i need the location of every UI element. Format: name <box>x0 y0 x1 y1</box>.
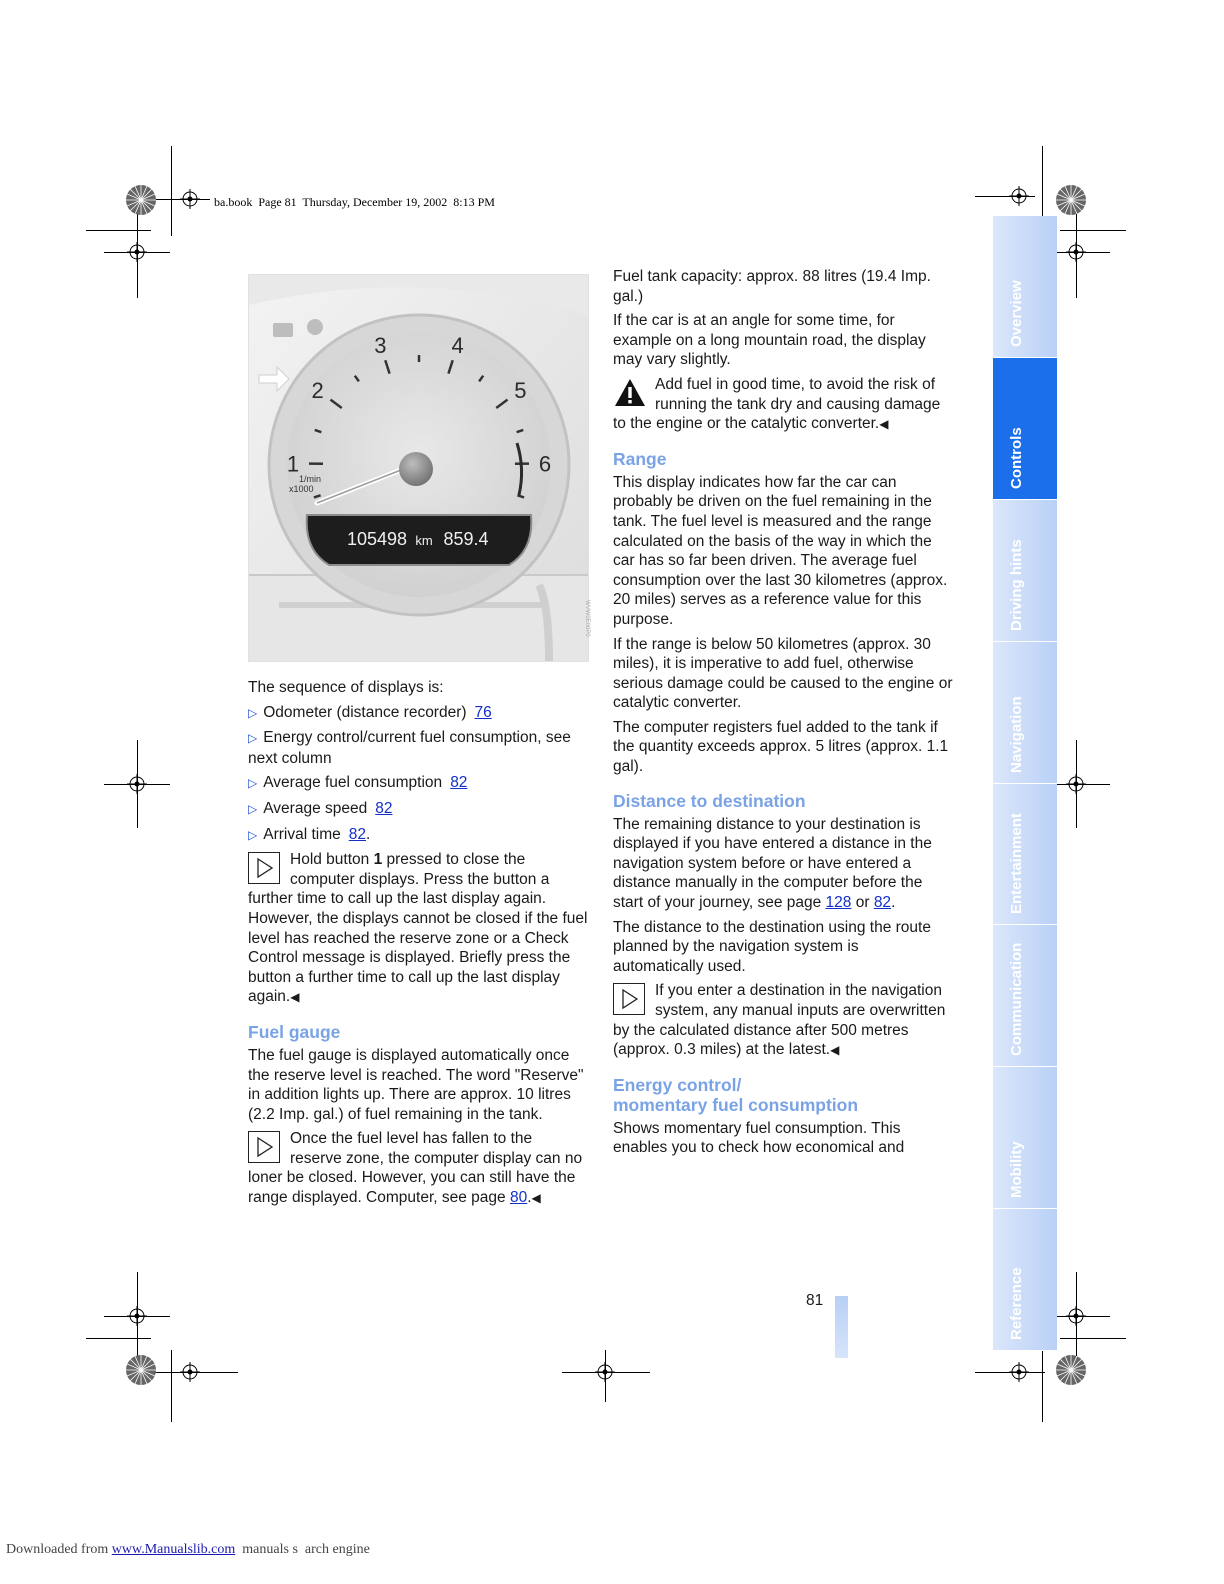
page-link-82[interactable]: 82 <box>873 894 892 912</box>
tab-driving-hints[interactable]: Driving hints <box>993 500 1057 642</box>
tab-communication[interactable]: Communication <box>993 925 1057 1067</box>
warning-triangle-icon <box>613 377 645 409</box>
page-link[interactable]: 76 <box>474 703 492 721</box>
end-mark-icon: ◀ <box>290 990 300 1005</box>
tach-unit-top: 1/min <box>299 474 322 484</box>
tab-controls[interactable]: Controls <box>993 358 1057 500</box>
registration-mark-icon <box>180 189 200 209</box>
print-header: ba.book Page 81 Thursday, December 19, 2002 8:13 PM <box>214 195 495 209</box>
range-paragraph-3: The computer registers fuel added to the tank if the quantity exceeds approx. 5 litres (approx. 1.1 gal). <box>613 718 949 776</box>
color-bar-starburst-icon <box>125 1354 157 1386</box>
instrument-cluster-figure <box>248 274 589 662</box>
tach-numeral: 4 <box>451 333 464 359</box>
figure-code: WVW0E00P0 <box>584 600 590 637</box>
tab-reference[interactable]: Reference <box>993 1209 1057 1351</box>
end-mark-icon: ◀ <box>531 1191 541 1206</box>
tach-numeral: 2 <box>311 378 324 404</box>
page-link[interactable]: 82 <box>450 774 468 792</box>
tab-overview[interactable]: Overview <box>993 216 1057 358</box>
range-paragraph-1: This display indicates how far the car can probably be driven on the fuel remaining in the tank. The fuel level is measured and the range calculated on the basis of the way in which the car has so far been driven. The average fuel consumption over the last 30 kilometres (approx. 20 miles) serves as a reference value for this purpose. <box>613 473 948 628</box>
list-item: ▷ Average speed 82 <box>248 799 588 820</box>
angle-note: If the car is at an angle for some time, for example on a long mountain road, the display may vary slightly. <box>613 312 926 369</box>
chapter-tabs <box>993 216 1057 1351</box>
page-number-bar <box>835 1296 848 1358</box>
list-bullet-icon: ▷ <box>248 705 258 720</box>
fuel-tank-capacity: Fuel tank capacity: approx. 88 litres (19.4 Imp. gal.) <box>613 268 931 305</box>
tachometer-illustration <box>249 275 588 661</box>
list-item: ▷ Average fuel consumption 82 <box>248 773 588 794</box>
list-bullet-icon: ▷ <box>248 776 258 791</box>
color-bar-starburst-icon <box>125 184 157 216</box>
destination-paragraph-2: The distance to the destination using the route planned by the navigation system is automatically used. <box>613 918 931 975</box>
note-close-display: Hold button 1 pressed to close the computer displays. Press the button a further time to call up the last display again. However, the displays cannot be closed if the fuel level has reached the reserve zone or a Check Control message is displayed. Briefly press the button a further time to call up the last display again.◀ <box>248 851 588 1006</box>
list-bullet-icon: ▷ <box>248 731 258 746</box>
trip-value: 859.4 <box>443 529 489 549</box>
registration-mark-icon <box>1066 1306 1086 1326</box>
page-link[interactable]: 82 <box>348 825 366 843</box>
tach-numeral: 3 <box>374 333 387 359</box>
range-paragraph-2: If the range is below 50 kilometres (approx. 30 miles), it is imperative to add fuel, otherwise serious damage could be caused to the engine or catalytic converter. <box>613 635 953 712</box>
list-item: ▷ Odometer (distance recorder) 76 <box>248 703 588 724</box>
fuel-gauge-text: The fuel gauge is displayed automatically once the reserve level is reached. The word "Reserve" in addition lights up. There are approx. 10 litres (2.2 Imp. gal.) of fuel remaining in the tank. <box>248 1046 584 1123</box>
list-item: ▷ Energy control/current fuel consumption, see next column <box>248 729 571 767</box>
heading-fuel-gauge: Fuel gauge <box>248 1021 341 1042</box>
registration-mark-icon <box>1009 1362 1029 1382</box>
page-link-80[interactable]: 80 <box>509 1189 528 1207</box>
display-sequence-list <box>248 703 588 846</box>
note-arrow-icon <box>613 983 645 1015</box>
registration-mark-icon <box>127 774 147 794</box>
sequence-intro: The sequence of displays is: <box>248 679 444 696</box>
heading-energy-control: Energy control/ momentary fuel consumption <box>613 1074 859 1115</box>
color-bar-starburst-icon <box>1055 1354 1087 1386</box>
tach-numeral: 5 <box>514 378 527 404</box>
download-footer: Downloaded from www.Manualslib.com manuals s arch engine <box>6 1542 370 1557</box>
page-number: 81 <box>806 1292 824 1309</box>
note-arrow-icon <box>248 1131 280 1163</box>
note-arrow-icon <box>248 852 280 884</box>
color-bar-starburst-icon <box>1055 184 1087 216</box>
destination-paragraph-1: The remaining distance to your destination is displayed if you have entered a distance in the navigation system before or have entered a distance manually in the computer before the start of your journey, see page 128 or 82. <box>613 815 932 912</box>
note-reserve-zone: Once the fuel level has fallen to the reserve zone, the computer display can no loner be closed. However, you can still have the range displayed. Computer, see page 80.◀ <box>248 1130 583 1207</box>
odometer-unit: km <box>415 533 433 548</box>
list-bullet-icon: ▷ <box>248 827 258 842</box>
energy-control-text: Shows momentary fuel consumption. This enables you to check how economical and <box>613 1119 905 1157</box>
registration-mark-icon <box>180 1362 200 1382</box>
note-manual-inputs: If you enter a destination in the navigation system, any manual inputs are overwritten by the calculated distance after 500 metres (approx. 0.3 miles) at the latest.◀ <box>613 982 946 1059</box>
registration-mark-icon <box>1066 774 1086 794</box>
list-item: ▷ Arrival time 82. <box>248 825 588 846</box>
registration-mark-icon <box>595 1362 615 1382</box>
page-link[interactable]: 82 <box>375 799 393 817</box>
left-column <box>248 678 588 1214</box>
list-bullet-icon: ▷ <box>248 801 258 816</box>
tab-mobility[interactable]: Mobility <box>993 1067 1057 1209</box>
needle-hub <box>399 452 433 486</box>
right-column <box>613 267 953 1163</box>
heading-range: Range <box>613 448 667 469</box>
tach-unit-bottom: x1000 <box>289 484 314 494</box>
tach-numeral: 1 <box>286 451 300 477</box>
page-link-128[interactable]: 128 <box>825 894 852 912</box>
odometer-value: 105498 <box>346 529 408 549</box>
end-mark-icon: ◀ <box>879 417 889 432</box>
end-mark-icon: ◀ <box>830 1043 840 1058</box>
heading-distance-to-destination: Distance to destination <box>613 790 806 811</box>
manualslib-link[interactable]: www.Manualslib.com <box>111 1542 236 1557</box>
tab-navigation[interactable]: Navigation <box>993 642 1057 784</box>
tab-entertainment[interactable]: Entertainment <box>993 784 1057 926</box>
registration-mark-icon <box>127 1306 147 1326</box>
tach-numeral: 6 <box>538 451 552 477</box>
registration-mark-icon <box>1009 186 1029 206</box>
warning-add-fuel: Add fuel in good time, to avoid the risk of running the tank dry and causing damage to the engine or the catalytic converter.◀ <box>613 375 941 433</box>
